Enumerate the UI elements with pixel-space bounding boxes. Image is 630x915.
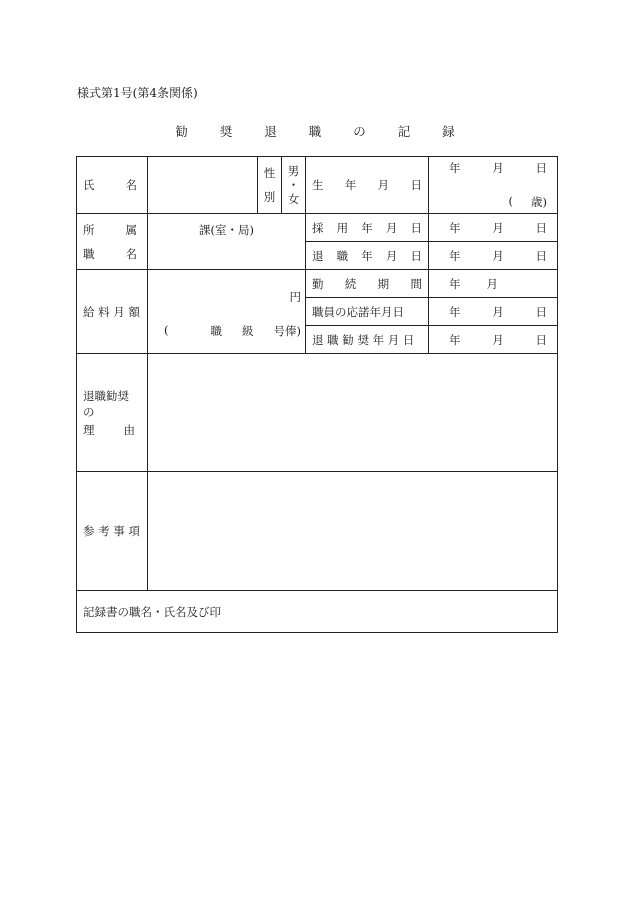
recommend-label: 退 職 勧 奨 年 月 日 bbox=[312, 332, 415, 347]
date-month: 月 bbox=[492, 220, 504, 235]
sex-label-2: 別 bbox=[263, 190, 276, 204]
salary-label-cell bbox=[77, 270, 148, 354]
age-open: ( bbox=[508, 194, 513, 208]
date-month: 月 bbox=[492, 332, 504, 347]
row-notes bbox=[77, 472, 558, 591]
form-number: 様式第1号(第4条関係) bbox=[77, 86, 198, 100]
retire-date-field[interactable] bbox=[429, 242, 558, 270]
name-field[interactable] bbox=[148, 157, 258, 214]
date-year: 年 bbox=[449, 220, 461, 235]
date-month: 月 bbox=[492, 248, 504, 263]
row-affiliation-hire bbox=[77, 214, 558, 242]
birth-label-cell bbox=[306, 157, 429, 214]
age-close: 歳) bbox=[531, 195, 547, 209]
reason-label-cell bbox=[77, 354, 148, 472]
name-label-2: 名 bbox=[125, 178, 137, 192]
hire-label-cell bbox=[306, 214, 429, 242]
hire-label-part: 用 bbox=[336, 220, 349, 235]
date-year: 年 bbox=[449, 276, 461, 291]
salary-label: 給 料 月 額 bbox=[83, 304, 140, 319]
date-month: 月 bbox=[492, 304, 504, 319]
reason-label-part: 理 bbox=[83, 422, 95, 437]
reason-label-1: 退職勧奨の bbox=[83, 388, 129, 419]
name-label-1: 氏 bbox=[83, 178, 95, 192]
service-label-part: 続 bbox=[344, 276, 357, 291]
date-day: 日 bbox=[535, 304, 547, 319]
sex-option-dot: ・ bbox=[287, 178, 300, 192]
service-label-part: 勤 bbox=[312, 276, 324, 291]
hire-label-part: 日 bbox=[410, 220, 422, 235]
service-label-cell bbox=[306, 270, 429, 298]
date-year: 年 bbox=[449, 248, 461, 263]
service-label-part: 期 bbox=[377, 276, 390, 291]
recommend-label-cell bbox=[306, 326, 429, 354]
salary-grade-part: ( bbox=[164, 322, 169, 337]
retirement-record-table bbox=[76, 156, 558, 633]
notes-label-cell bbox=[77, 472, 148, 591]
service-label-part: 間 bbox=[410, 276, 422, 291]
affiliation-label-cell bbox=[77, 214, 148, 270]
notes-label: 参 考 事 項 bbox=[83, 524, 140, 538]
salary-yen: 円 bbox=[289, 289, 301, 304]
consent-label-cell bbox=[306, 298, 429, 326]
salary-grade-part: 号俸) bbox=[273, 323, 301, 338]
hire-date-field[interactable] bbox=[429, 214, 558, 242]
sex-label-cell bbox=[258, 157, 282, 214]
hire-label-part: 採 bbox=[312, 220, 324, 235]
sex-label-1: 性 bbox=[263, 166, 276, 180]
affiliation-label-part: 名 bbox=[125, 246, 137, 261]
birth-label-part: 年 bbox=[344, 178, 357, 192]
retire-label-cell bbox=[306, 242, 429, 270]
affiliation-field[interactable] bbox=[148, 214, 306, 270]
sex-option-cell[interactable] bbox=[282, 157, 306, 214]
affiliation-label-part: 所 bbox=[83, 222, 95, 237]
birth-label-part: 日 bbox=[410, 178, 422, 192]
row-salary-service bbox=[77, 270, 558, 298]
row-name bbox=[77, 157, 558, 214]
reason-label-part: 由 bbox=[123, 422, 135, 437]
birth-label-part: 月 bbox=[377, 178, 390, 192]
birth-date-field[interactable] bbox=[429, 157, 558, 214]
row-reason bbox=[77, 354, 558, 472]
date-year: 年 bbox=[449, 332, 461, 347]
retire-label-part: 日 bbox=[410, 248, 422, 263]
date-year: 年 bbox=[449, 161, 461, 175]
row-recorder bbox=[77, 591, 558, 633]
date-month: 月 bbox=[486, 276, 498, 291]
recommend-date-field[interactable] bbox=[429, 326, 558, 354]
recorder-label: 記録書の職名・氏名及び印 bbox=[83, 604, 221, 619]
affiliation-label-part: 職 bbox=[83, 246, 95, 261]
salary-grade-part: 職 bbox=[210, 323, 222, 338]
hire-label-part: 年 bbox=[361, 220, 373, 235]
sex-option-male[interactable]: 男 bbox=[287, 164, 300, 178]
document-title: 勧 奨 退 職 の 記 録 bbox=[175, 124, 469, 139]
consent-date-field[interactable] bbox=[429, 298, 558, 326]
date-month: 月 bbox=[492, 161, 504, 175]
salary-grade-part: 級 bbox=[242, 323, 254, 338]
hire-label-part: 月 bbox=[385, 220, 398, 235]
birth-label-part: 生 bbox=[312, 178, 324, 192]
affiliation-label-part: 属 bbox=[125, 222, 137, 237]
affiliation-value: 課(室・局) bbox=[199, 223, 254, 237]
retire-label-part: 年 bbox=[361, 248, 373, 263]
date-day: 日 bbox=[535, 332, 547, 347]
consent-label: 職員の応諾年月日 bbox=[312, 304, 404, 319]
date-day: 日 bbox=[535, 220, 547, 235]
salary-field[interactable] bbox=[148, 270, 306, 354]
date-year: 年 bbox=[449, 304, 461, 319]
retire-label-part: 職 bbox=[336, 248, 349, 263]
sex-option-female[interactable]: 女 bbox=[287, 192, 300, 206]
reason-field[interactable] bbox=[148, 354, 558, 472]
retire-label-part: 退 bbox=[312, 248, 324, 263]
service-period-field[interactable] bbox=[429, 270, 558, 298]
name-label-cell bbox=[77, 157, 148, 214]
date-day: 日 bbox=[535, 161, 547, 175]
notes-field[interactable] bbox=[148, 472, 558, 591]
retire-label-part: 月 bbox=[385, 248, 398, 263]
date-day: 日 bbox=[535, 248, 547, 263]
recorder-field[interactable] bbox=[77, 591, 558, 633]
